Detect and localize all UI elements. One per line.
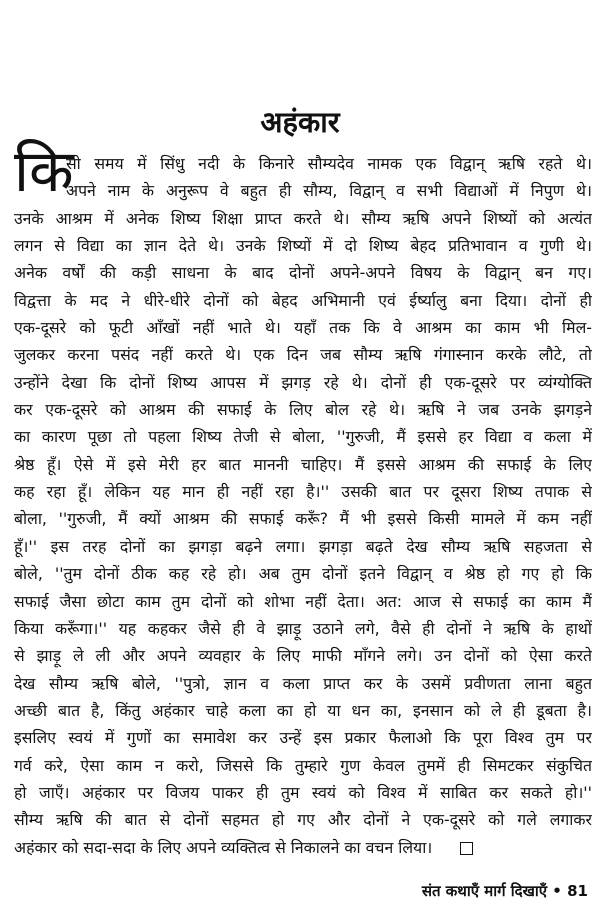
text-line: का कारण पूछा तो पहला शिष्य तेजी से बोला, ''गुरुजी, मैं इससे हर विद्या व कला में bbox=[14, 427, 592, 447]
text-line: हो जाएँ। अहंकार पर विजय पाकर ही तुम स्वयं को विश्व में साबित कर सकते हो।'' bbox=[14, 782, 592, 802]
text-line: से झाड़ू ले ली और अपने व्यवहार के लिए माफी माँगने लगे। उन दोनों को ऐसा करते bbox=[14, 646, 592, 666]
story-body bbox=[14, 137, 592, 861]
end-mark-icon bbox=[460, 842, 473, 855]
text-line: जुलकर करना पसंद नहीं करते थे। एक दिन जब सौम्य ऋषि गंगास्नान करके लौटे, तो bbox=[14, 345, 592, 365]
text-line: अपने नाम के अनुरूप वे बहुत ही सौम्य, विद्वान् व सभी विद्याओं में निपुण थे। bbox=[66, 181, 592, 201]
text-line: अच्छी बात है, किंतु अहंकार चाहे कला का हो या धन का, इनसान को ले ही डूबता है। bbox=[14, 700, 592, 720]
text-line: सौम्य ऋषि की बात से दोनों सहमत हो गए और दोनों ने एक-दूसरे को गले लगाकर bbox=[14, 810, 592, 830]
text-line: किया करूँगा।'' यह कहकर जैसे ही वे झाड़ू उठाने लगे, वैसे ही दोनों ने ऋषि के हाथों bbox=[14, 618, 592, 638]
text-line: अहंकार को सदा-सदा के लिए अपने व्यक्तित्व से निकालने का वचन लिया। bbox=[14, 834, 592, 861]
text-line: अनेक वर्षों की कड़ी साधना के बाद दोनों अपने-अपने विषय के विद्वान् बन गए। bbox=[14, 263, 592, 283]
text-line: उनके आश्रम में अनेक शिष्य शिक्षा प्राप्त करते थे। सौम्य ऋषि अपने शिष्यों को अत्यंत bbox=[14, 208, 592, 228]
page-title: अहंकार bbox=[260, 105, 340, 140]
text-line: कर एक-दूसरे को आश्रम की सफाई के लिए बोल रहे थे। ऋषि ने जब उनके झगड़ने bbox=[14, 400, 592, 420]
text-line: कह रहा हूँ। लेकिन यह मान ही नहीं रहा है।'' उसकी बात पर दूसरा शिष्य तपाक से bbox=[14, 482, 592, 502]
text-line: एक-दूसरे को फूटी आँखों नहीं भाते थे। यहाँ तक कि वे आश्रम का काम भी मिल- bbox=[14, 318, 592, 338]
text-line: सी समय में सिंधु नदी के किनारे सौम्यदेव नामक एक विद्वान् ऋषि रहते थे। bbox=[66, 154, 592, 173]
text-line: देख सौम्य ऋषि बोले, ''पुत्रो, ज्ञान व कला प्राप्त कर के उसमें प्रवीणता लाना बहुत bbox=[14, 673, 592, 693]
text-line: बोले, ''तुम दोनों ठीक कह रहे हो। अब तुम दोनों इतने विद्वान् व श्रेष्ठ हो गए हो कि bbox=[14, 564, 592, 584]
drop-cap: कि bbox=[14, 137, 74, 205]
page-footer: संत कथाएँ मार्ग दिखाएँ • 81 bbox=[421, 882, 588, 900]
text-line: उन्होंने देखा कि दोनों शिष्य आपस में झगड़ रहे थे। दोनों ही एक-दूसरे पर व्यंग्योक्ति bbox=[14, 372, 592, 392]
text-line: इसलिए स्वयं में गुणों का समावेश कर उन्हें इस प्रकार फैलाओ कि पूरा विश्व तुम पर bbox=[14, 728, 592, 748]
text-line: विद्वत्ता के मद ने धीरे-धीरे दोनों को बेहद अभिमानी एवं ईर्ष्यालु बना दिया। दोनों ही bbox=[14, 290, 592, 310]
text-line: लगन से विद्या का ज्ञान देते थे। उनके शिष्यों में दो शिष्य बेहद प्रतिभावान व गुणी थे। bbox=[14, 236, 592, 256]
text-line: गर्व करे, ऐसा काम न करो, जिससे कि तुम्हारे गुण केवल तुममें ही सिमटकर संकुचित bbox=[14, 755, 592, 775]
text-line: श्रेष्ठ हूँ। ऐसे में इसे मेरी हर बात माननी चाहिए। मैं इससे आश्रम की सफाई के लिए bbox=[14, 454, 592, 474]
text-line: हूँ।'' इस तरह दोनों का झगड़ा बढ़ने लगा। झगड़ा बढ़ते देख सौम्य ऋषि सहजता से bbox=[14, 536, 592, 556]
text-line: बोला, ''गुरुजी, मैं क्यों आश्रम की सफाई करूँ? मैं भी इससे किसी मामले में कम नहीं bbox=[14, 509, 592, 529]
text-line: सफाई जैसा छोटा काम तुम दोनों को शोभा नहीं देता। अत: आज से सफाई का काम मैं bbox=[14, 591, 592, 611]
